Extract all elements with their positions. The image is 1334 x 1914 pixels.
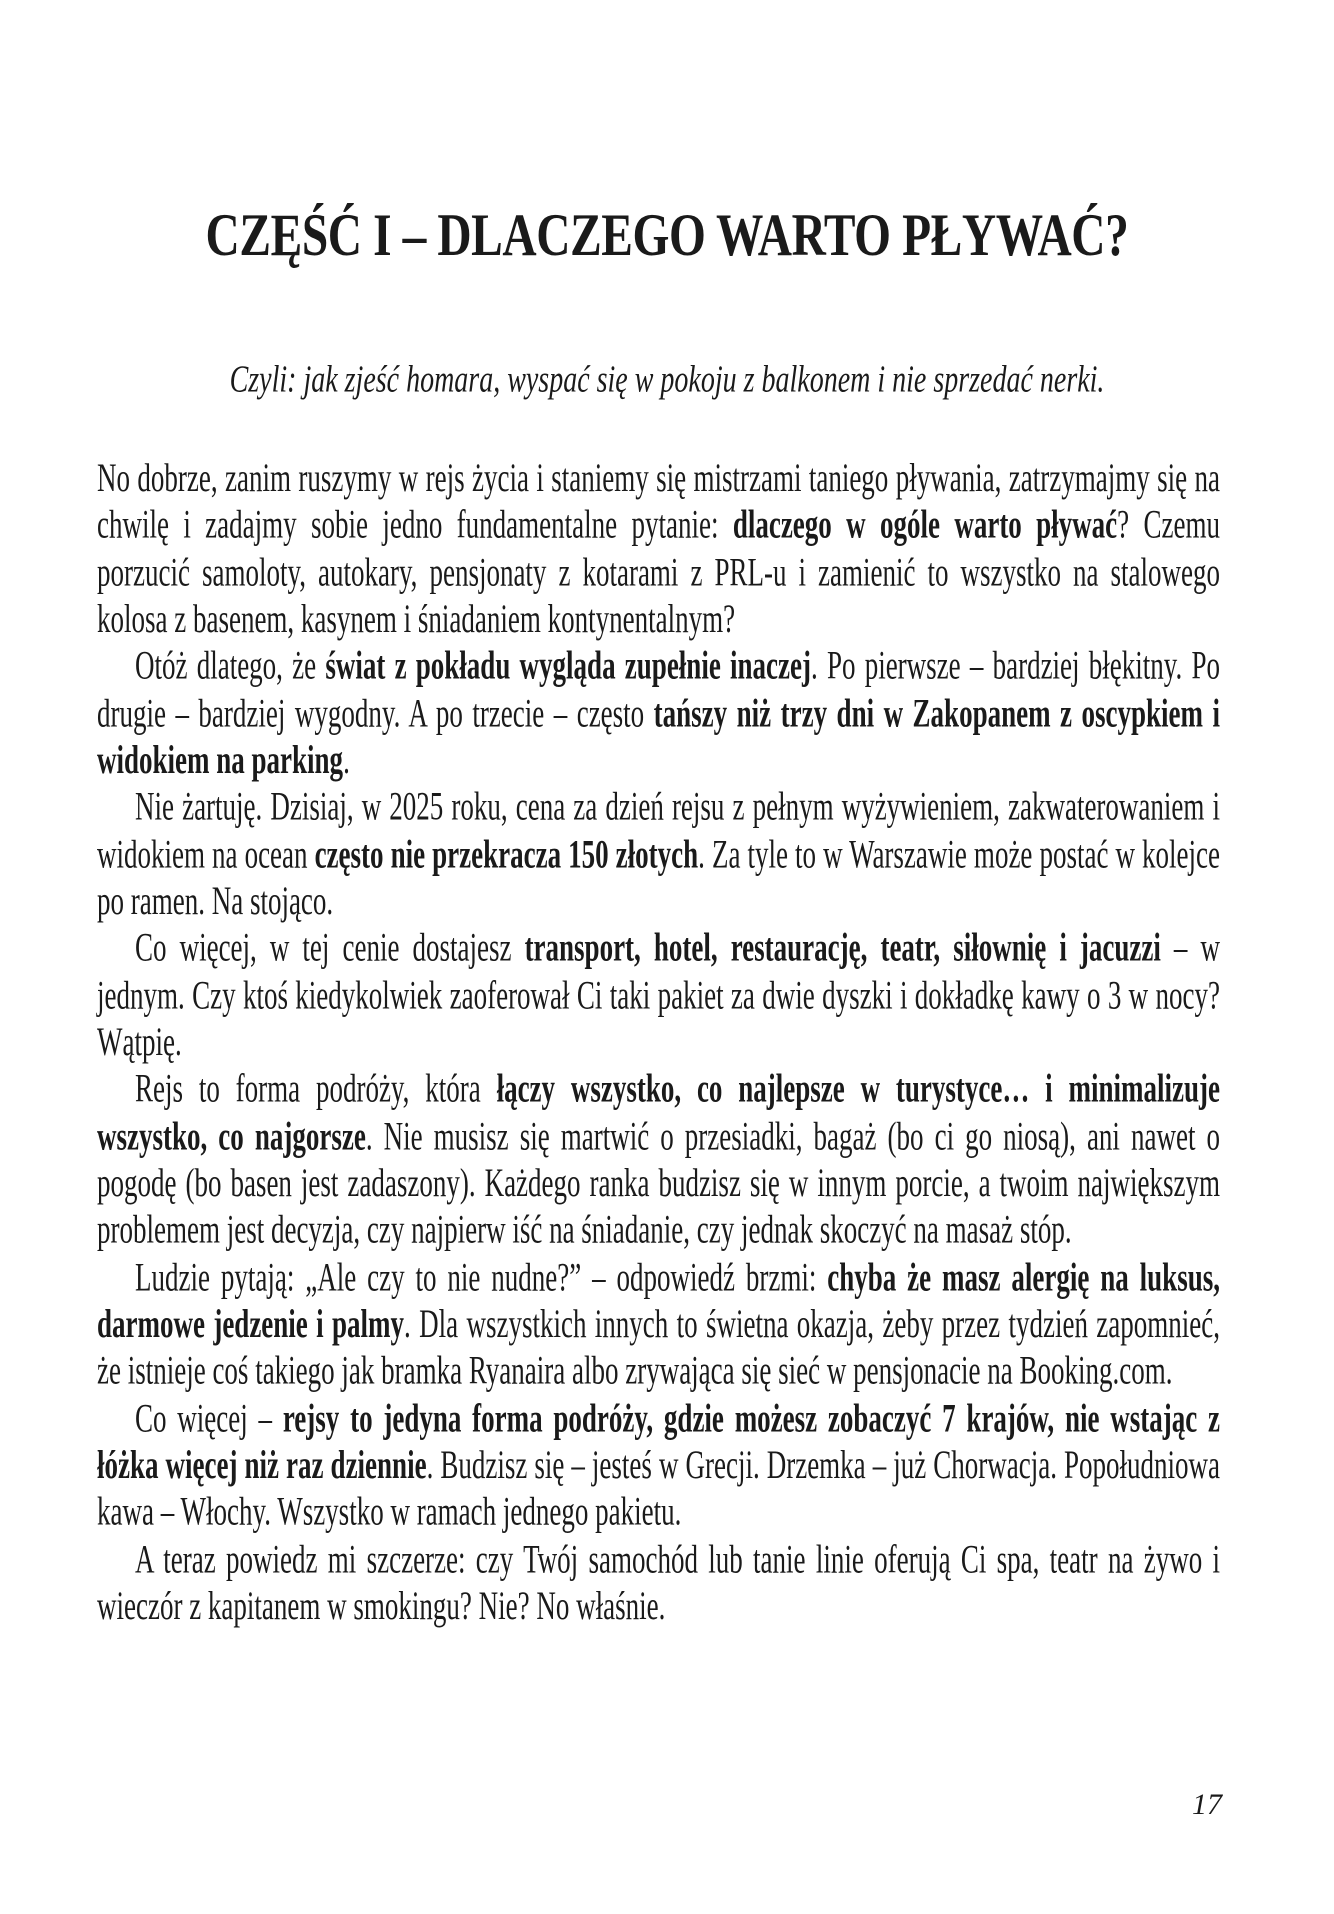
text-run: Nie żartuję. Dzisiaj, w 2025 roku, cena za dzień rejsu z pełnym wyżywieniem, zakwaterowaniem i widokiem na ocean — [97, 783, 1220, 876]
text-run: . Za tyle to w Warszawie może postać w kolejce po ramen. Na stojąco. — [97, 830, 1220, 923]
chapter-title: CZĘŚĆ I – DLACZEGO WARTO PŁYWAĆ? — [205, 202, 1129, 268]
text-run: . Po pierwsze – bardziej błękitny. Po drugie – bardziej wygodny. A po trzecie – często — [97, 642, 1220, 735]
bold-text-run: łączy wszystko, co najlepsze w turystyce… i minimalizuje wszystko, co najgorsze — [97, 1065, 1220, 1158]
body-text — [97, 455, 1220, 1630]
paragraph — [97, 925, 1220, 1066]
paragraph — [97, 1066, 1220, 1254]
text-run: Co więcej – — [135, 1394, 283, 1440]
text-run: Otóż dlatego, że — [135, 642, 326, 688]
bold-text-run: dlaczego w ogóle warto pływać — [732, 501, 1118, 547]
paragraph — [97, 643, 1220, 784]
paragraph — [97, 784, 1220, 925]
text-run: . Nie musisz się martwić o przesiadki, bagaż (bo ci go niosą), ani nawet o pogodę (bo basen jest zadaszony). Każdego ranka budzisz się w innym porcie, a twoim największym problemem jest decyzja, czy najpierw iść na śniadanie, czy jednak skoczyć na masaż stóp. — [97, 1112, 1220, 1252]
text-run: Rejs to forma podróży, która — [135, 1065, 497, 1111]
paragraph — [97, 455, 1220, 643]
text-run: Ludzie pytają: „Ale czy to nie nudne?” – odpowiedź brzmi: — [135, 1253, 828, 1299]
text-run: – w jednym. Czy ktoś kiedykolwiek zaoferował Ci taki pakiet za dwie dyszki i dokładkę kawy o 3 w nocy? Wątpię. — [97, 924, 1221, 1064]
text-run: Co więcej, w tej cenie dostajesz — [135, 924, 525, 970]
bold-text-run: często nie przekracza 150 złotych — [314, 830, 699, 876]
bold-text-run: tańszy niż trzy dni w Zakopanem z oscypkiem i widokiem na parking — [97, 689, 1221, 782]
paragraph — [97, 1395, 1220, 1536]
text-run: . Dla wszystkich innych to świetna okazja, żeby przez tydzień zapomnieć, że istnieje coś takiego jak bramka Ryanaira albo zrywająca się sieć w pensjonacie na Booking.com. — [97, 1300, 1220, 1393]
text-run: No dobrze, zanim ruszymy w rejs życia i staniemy się mistrzami taniego pływania, zatrzymajmy się na chwilę i zadajmy sobie jedno fundamentalne pytanie: — [97, 455, 1220, 547]
bold-text-run: świat z pokładu wygląda zupełnie inaczej — [325, 642, 811, 688]
bold-text-run: transport, hotel, restaurację, teatr, siłownię i jacuzzi — [524, 924, 1161, 970]
paragraph — [97, 1536, 1220, 1630]
bold-text-run: chyba że masz alergię na luksus, darmowe jedzenie i palmy — [97, 1253, 1220, 1346]
text-run: . Budzisz się – jesteś w Grecji. Drzemka – już Chorwacja. Popołudniowa kawa – Włochy. Wszystko w ramach jednego pakietu. — [97, 1441, 1220, 1534]
bold-text-run: rejsy to jedyna forma podróży, gdzie możesz zobaczyć 7 krajów, nie wstając z łóżka więcej niż raz dziennie — [97, 1394, 1220, 1487]
text-run: A teraz powiedz mi szczerze: czy Twój samochód lub tanie linie oferują Ci spa, teatr na żywo i wieczór z kapitanem w smokingu? Nie? No właśnie. — [97, 1535, 1220, 1628]
text-run: ? Czemu porzucić samoloty, autokary, pensjonaty z kotarami z PRL-u i zamienić to wszystko na stalowego kolosa z basenem, kasynem i śniadaniem kontynentalnym? — [97, 501, 1220, 641]
paragraph — [97, 1254, 1220, 1395]
page-number: 17 — [1192, 1788, 1222, 1821]
text-run: . — [343, 736, 350, 782]
chapter-subtitle: Czyli: jak zjeść homara, wyspać się w pokoju z balkonem i nie sprzedać nerki. — [229, 359, 1105, 402]
